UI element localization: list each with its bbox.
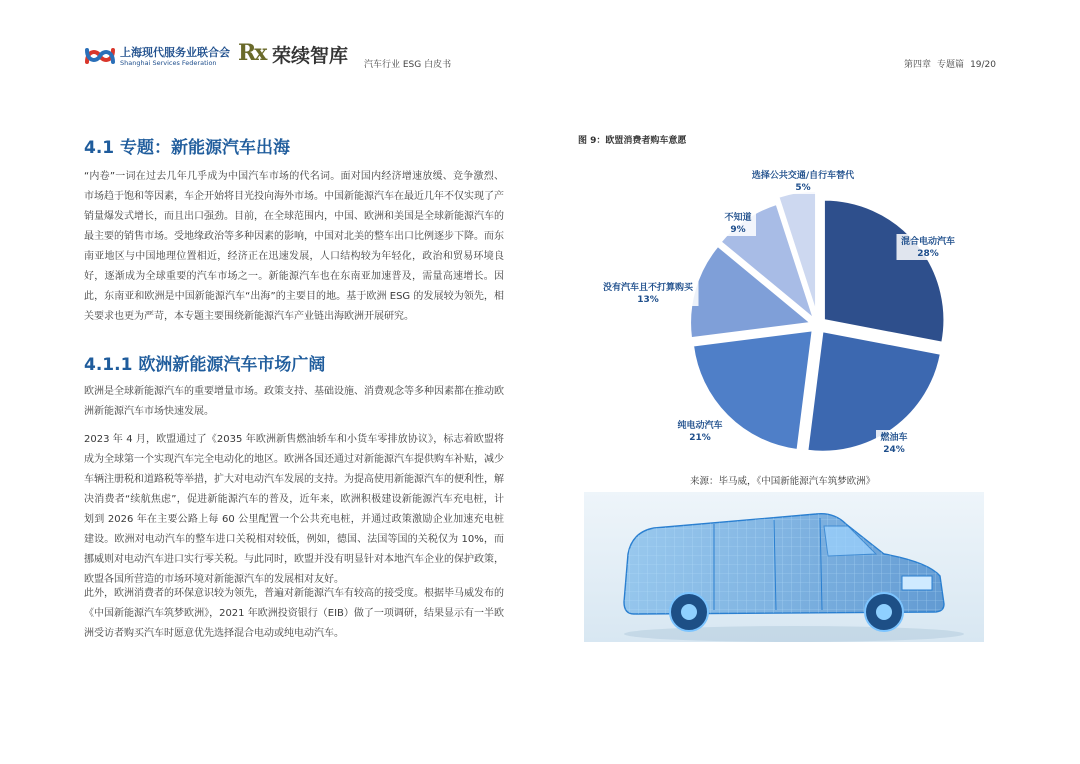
pie-chart: [578, 150, 978, 468]
slice-label-value: 21%: [689, 433, 711, 443]
slice-label-name: 没有汽车且不打算购买: [602, 283, 694, 293]
slice-label: [720, 210, 756, 236]
slice-label: [598, 280, 699, 306]
paragraph-1: 欧洲是全球新能源汽车的重要增量市场。政策支持、基础设施、消费观念等多种因素都在推动欧洲新能源汽车市场快速发展。: [84, 386, 504, 417]
paragraph-3: 此外，欧洲消费者的环保意识较为领先，普遍对新能源汽车有较高的接受度。根据毕马威发布的《中国新能源汽车筑梦欧洲》，2021 年欧洲投资银行（EIB）做了一项调研，结果显示有一半欧洲受访者购买汽车时愿意优先选择混合电动或纯电动汽车。: [84, 588, 504, 639]
paragraph-2: 2023 年 4 月，欧盟通过了《2035 年欧洲新售燃油轿车和小货车零排放协议》，标志着欧盟将成为全球第一个实现汽车完全电动化的地区。欧洲各国还通过对新能源汽车提供购车补贴，减少车辆注册税和道路税等举措，扩大对电动汽车发展的支持。为提高使用新能源汽车的便利性，解决消费者“续航焦虑”，促进新能源汽车的普及，近年来，欧洲积极建设新能源汽车充电桩，计划到 2026 年在主要公路上每 60 公里配置一个公共充电桩，并通过政策激励企业加速充电桩建设。欧洲对电动汽车的整车进口关税相对较低，例如，德国、法国等国的关税仅为 10%，而挪威则对电动汽车进口实行零关税。与此同时，欧盟并没有明显针对本地汽车企业的保护政策，欧盟各国所营造的市场环境对新能源汽车的发展相对友好。: [84, 434, 504, 585]
intro-paragraph: “内卷”一词在过去几年几乎成为中国汽车市场的代名词。面对国内经济增速放缓、竞争激烈、市场趋于饱和等因素，车企开始将目光投向海外市场。中国新能源汽车在最近几年不仅实现了产销量爆发式增长，而且出口强劲。目前，在全球范围内，中国、欧洲和美国是全球新能源汽车的最主要的销售市场。受地缘政治等多种因素的影响，中国对北美的整车出口比例逐步下降。而东南亚地区与中国地理位置相近，经济正在迅速发展，人口结构较为年轻化，政治和贸易环境良好，逐渐成为全球重要的汽车市场之一。新能源汽车也在东南亚加速普及，需量高速增长。因此，东南亚和欧洲是中国新能源汽车“出海”的主要目的地。基于欧洲 ESG 的发展较为领先，相关要求也更为严苛，本专题主要围绕新能源汽车产业链出海欧洲开展研究。: [84, 171, 504, 322]
slice-label: [897, 234, 960, 260]
slice-label-value: 24%: [883, 445, 905, 455]
shsf-logo-icon: [84, 42, 116, 70]
section-heading: 4.1 专题：新能源汽车出海: [84, 138, 291, 158]
pie-slice: [808, 331, 941, 451]
chapter-info: [898, 57, 996, 70]
slice-label-name: 选择公共交通/自行车替代: [751, 171, 855, 181]
document-title: 汽车行业 ESG 白皮书: [364, 60, 452, 70]
slice-label-value: 13%: [637, 295, 659, 305]
slice-label: [743, 168, 863, 194]
slice-label: [876, 430, 912, 456]
van-wireframe-image: [584, 492, 984, 642]
slice-label-name: 混合电动汽车: [900, 237, 956, 247]
slice-label-value: 5%: [795, 183, 811, 193]
pie-slice: [824, 200, 944, 342]
page-header: [84, 38, 996, 78]
brand-name: 荣续智库: [272, 45, 349, 67]
slice-label-name: 不知道: [724, 213, 752, 223]
slice-label-value: 9%: [730, 225, 746, 235]
section-label: 专题篇: [937, 60, 965, 70]
chapter-label: 第四章: [904, 60, 932, 70]
figure-source: 来源：毕马威，《中国新能源汽车筑梦欧洲》: [690, 476, 876, 487]
org-name-en: Shanghai Services Federation: [120, 59, 217, 67]
brand-mark: Rx: [238, 40, 266, 66]
slice-label-name: 纯电动汽车: [677, 421, 723, 431]
van-illustration: [584, 492, 984, 642]
slice-label-name: 燃油车: [880, 433, 908, 443]
slice-label-value: 28%: [917, 249, 939, 259]
pie-chart-svg: [578, 150, 978, 468]
figure-caption: 图 9：欧盟消费者购车意愿: [578, 136, 687, 146]
shsf-logo: [84, 40, 230, 74]
org-name: 上海现代服务业联合会: [120, 46, 230, 59]
slice-label: [673, 418, 727, 444]
subsection-heading: 4.1.1 欧洲新能源汽车市场广阔: [84, 355, 326, 375]
page-number: 19/20: [970, 60, 996, 70]
